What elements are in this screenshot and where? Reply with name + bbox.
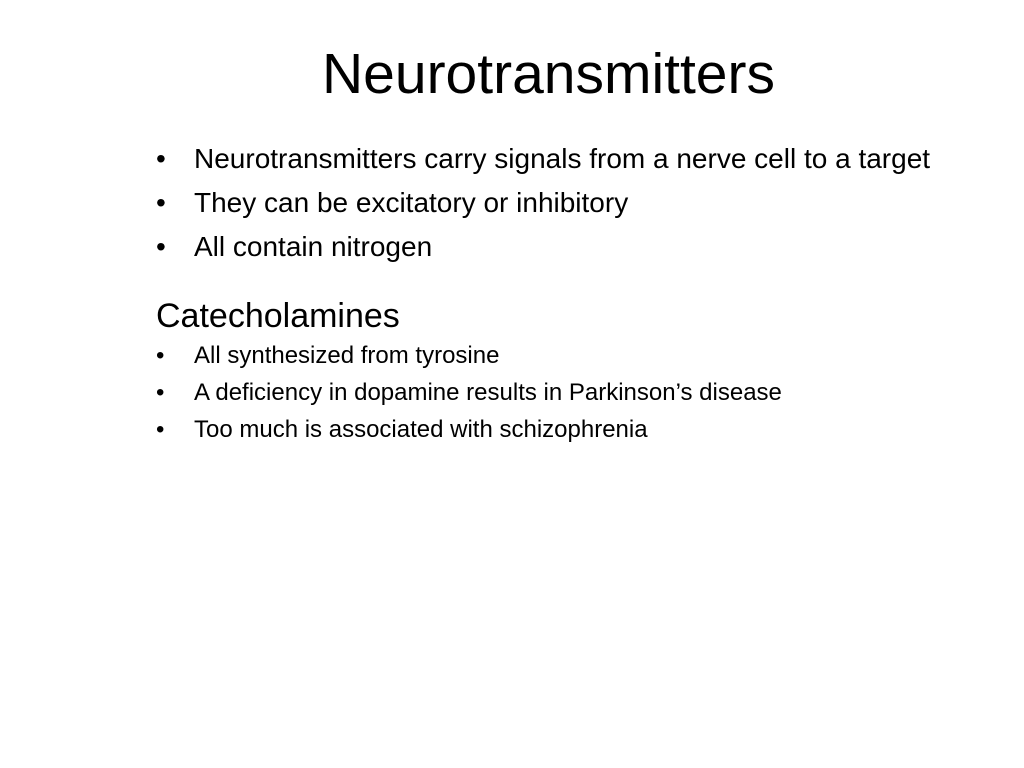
bullet-dot-icon: • bbox=[156, 342, 165, 369]
sub-bullet-item bbox=[156, 341, 946, 371]
bullet-item bbox=[156, 230, 946, 264]
bullet-dot-icon: • bbox=[156, 187, 166, 218]
bullet-dot-icon: • bbox=[156, 416, 165, 443]
bullet-dot-icon: • bbox=[156, 143, 166, 174]
bullet-dot-icon: • bbox=[156, 379, 165, 406]
sub-bullet-item bbox=[156, 378, 946, 408]
section-heading: Catecholamines bbox=[156, 297, 400, 335]
bullet-item bbox=[156, 142, 946, 176]
bullet-text: They can be excitatory or inhibitory bbox=[194, 187, 629, 218]
main-bullet-list bbox=[156, 142, 946, 264]
slide-title: Neurotransmitters bbox=[322, 42, 775, 106]
bullet-text: All contain nitrogen bbox=[194, 231, 433, 262]
sub-bullet-item bbox=[156, 415, 946, 445]
bullet-text: Neurotransmitters carry signals from a nerve cell to a target bbox=[194, 143, 931, 174]
bullet-dot-icon: • bbox=[156, 231, 166, 262]
section-bullet-list bbox=[156, 341, 946, 445]
bullet-item bbox=[156, 186, 946, 220]
bullet-text: A deficiency in dopamine results in Parkinson’s disease bbox=[194, 379, 782, 406]
bullet-text: Too much is associated with schizophrenia bbox=[194, 416, 648, 443]
slide-content bbox=[156, 142, 946, 452]
bullet-text: All synthesized from tyrosine bbox=[194, 342, 500, 369]
